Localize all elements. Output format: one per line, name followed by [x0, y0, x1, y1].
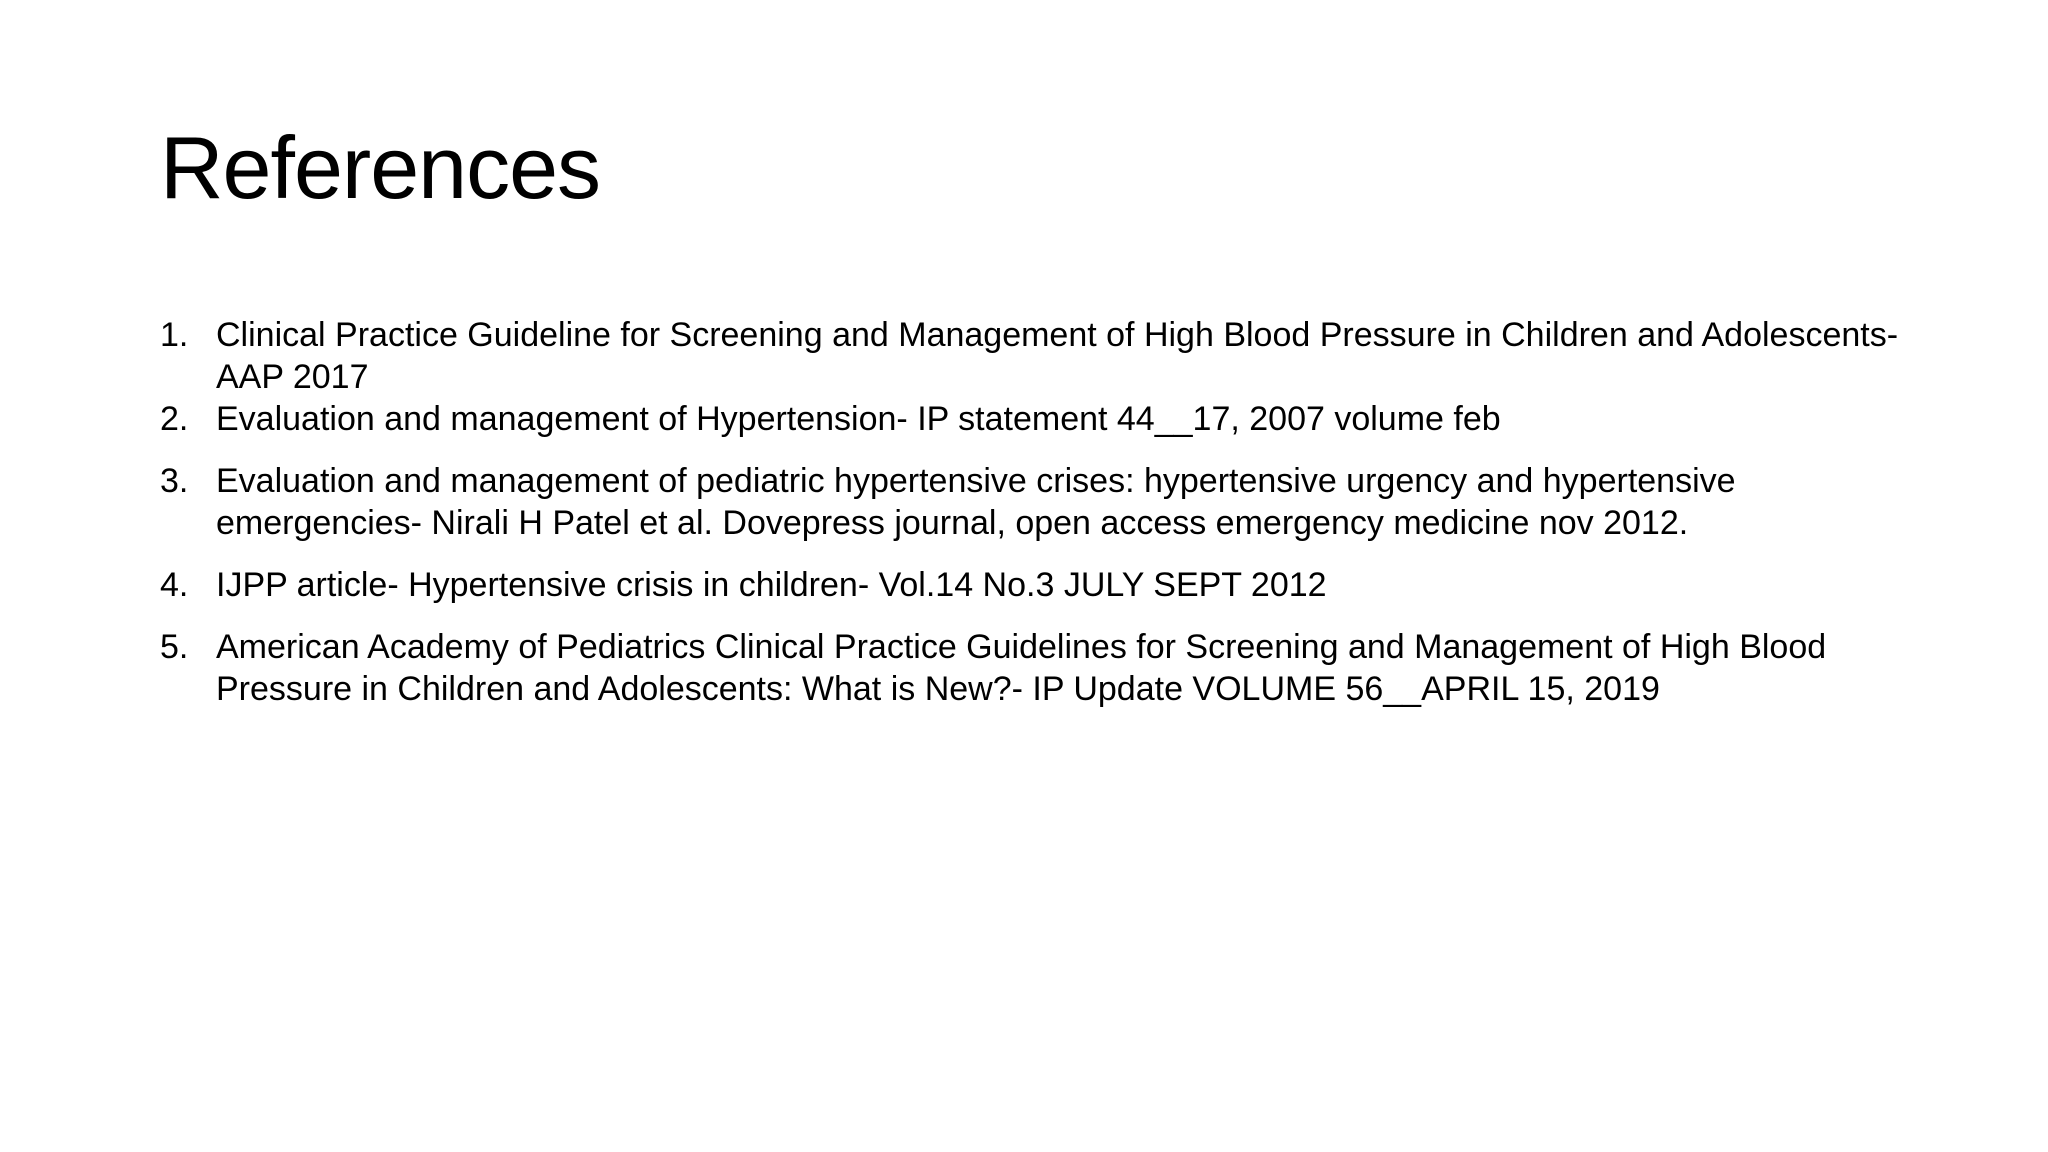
reference-text: American Academy of Pediatrics Clinical Practice Guidelines for Screening and Management of High Blood Pressure in Children and Adolescents: What is New?- IP Update VOLUME 56__APRIL 15, 2019 [216, 628, 1827, 708]
reference-number: 3. [160, 462, 189, 500]
reference-item [160, 398, 1920, 440]
reference-item [160, 626, 1920, 710]
reference-text: Evaluation and management of pediatric hypertensive crises: hypertensive urgency and hypertensive emergencies- Nirali H Patel et al. Dovepress journal, open access emergency medicine nov 2012. [216, 462, 1736, 542]
reference-item [160, 314, 1920, 398]
reference-list [160, 314, 1920, 730]
reference-number: 4. [160, 566, 189, 604]
reference-number: 1. [160, 316, 189, 354]
reference-item [160, 460, 1920, 544]
reference-item [160, 564, 1920, 606]
reference-text: Clinical Practice Guideline for Screening and Management of High Blood Pressure in Children and Adolescents- AAP 2017 [216, 316, 1899, 396]
reference-text: Evaluation and management of Hypertension- IP statement 44__17, 2007 volume feb [216, 400, 1501, 438]
slide-title: References [160, 118, 601, 217]
reference-text: IJPP article- Hypertensive crisis in children- Vol.14 No.3 JULY SEPT 2012 [216, 566, 1327, 604]
reference-number: 2. [160, 400, 189, 438]
reference-number: 5. [160, 628, 189, 666]
